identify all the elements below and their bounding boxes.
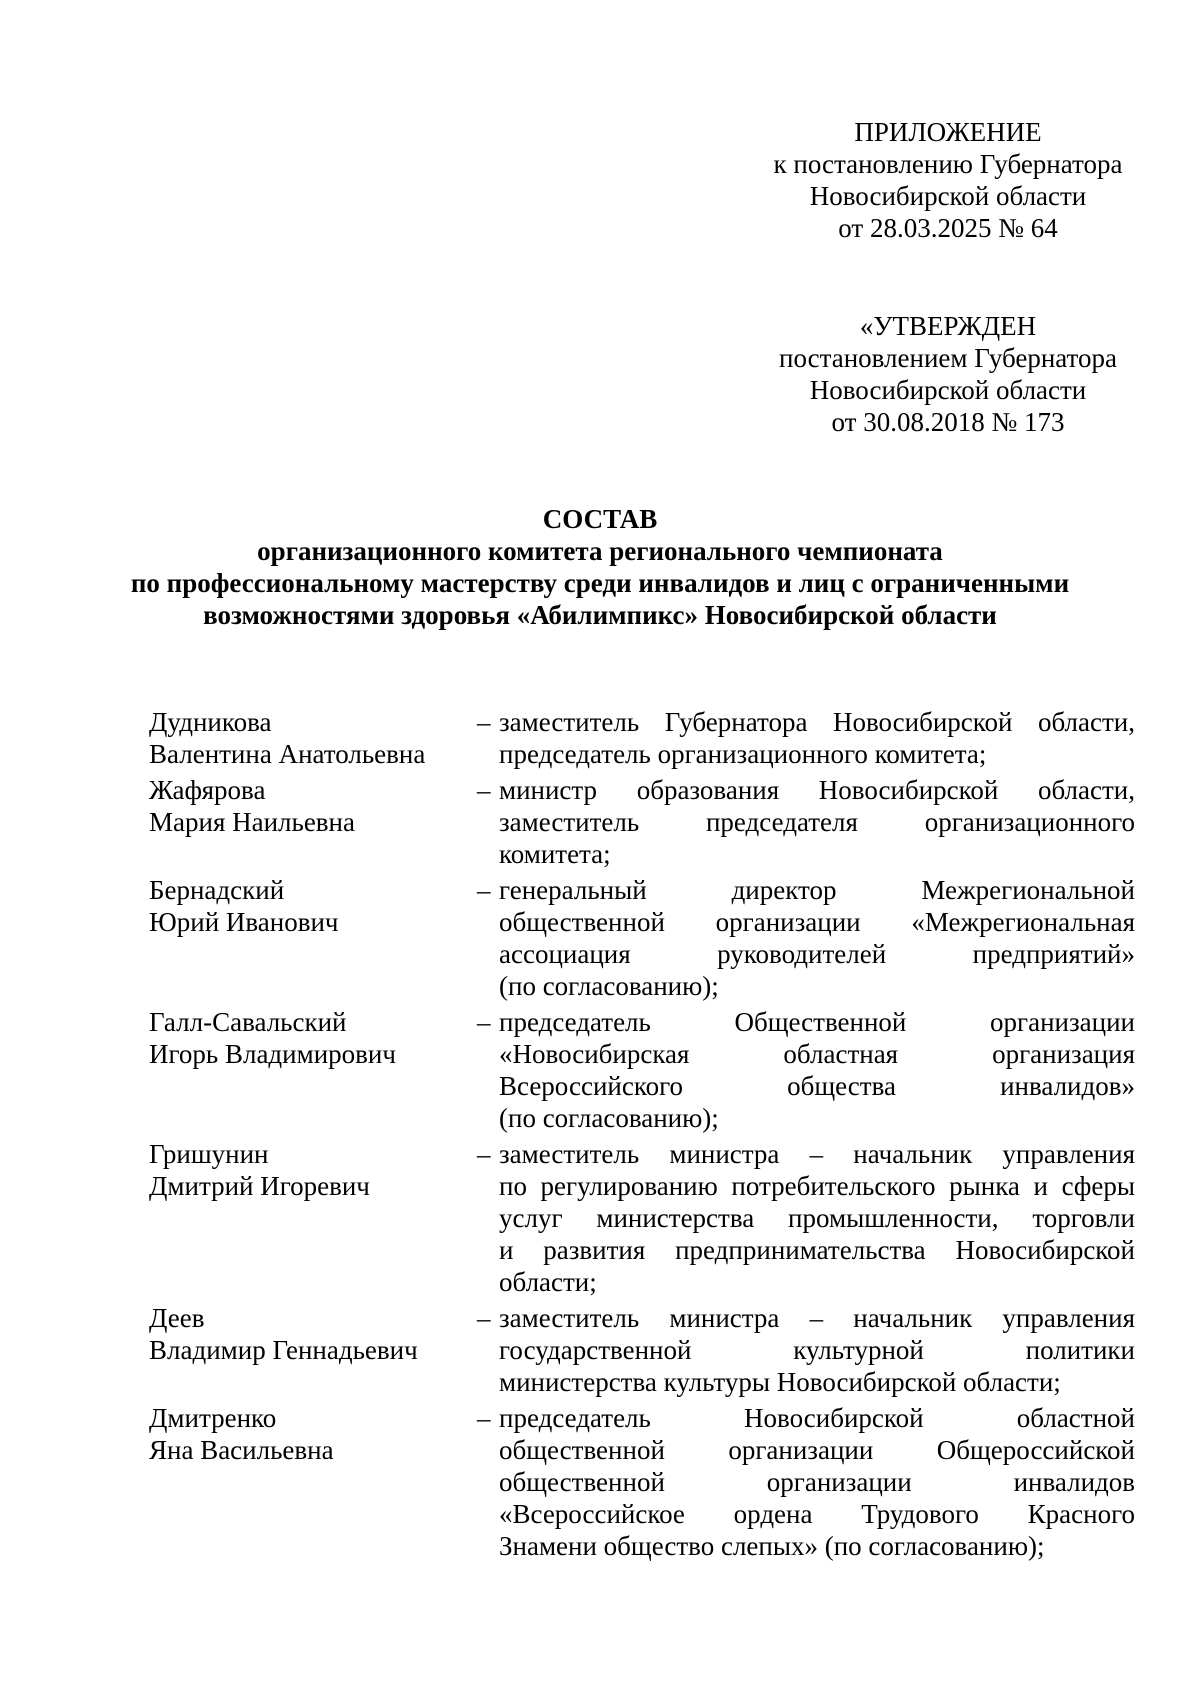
member-name — [149, 1006, 464, 1134]
member-surname: Галл-Савальский — [149, 1007, 347, 1037]
member-role — [499, 1006, 1135, 1134]
member-role-line: «Новосибирская областная организация — [499, 1039, 1135, 1069]
member-dash: – — [477, 707, 491, 737]
member-name — [149, 1138, 464, 1298]
member-role-line: председатель организационного комитета; — [499, 739, 987, 769]
title-line-1: организационного комитета регионального чемпионата — [257, 536, 943, 566]
member-role — [499, 1302, 1135, 1398]
member-given-name: Юрий Иванович — [149, 907, 339, 937]
member-dash: – — [477, 1139, 491, 1169]
member-surname: Бернадский — [149, 875, 285, 905]
member-surname: Жафярова — [149, 775, 266, 805]
member-role-line: заместитель Губернатора Новосибирской области, — [499, 707, 1135, 737]
member-row — [149, 1402, 1139, 1562]
appendix-line-3: от 28.03.2025 № 64 — [838, 213, 1058, 243]
member-given-name: Дмитрий Игоревич — [149, 1171, 370, 1201]
member-given-name: Мария Наильевна — [149, 807, 355, 837]
member-role-line: общественной организации инвалидов — [499, 1467, 1135, 1497]
member-given-name: Яна Васильевна — [149, 1435, 334, 1465]
member-name — [149, 1302, 464, 1398]
appendix-heading: ПРИЛОЖЕНИЕ — [854, 117, 1042, 147]
member-role — [499, 1402, 1135, 1562]
member-role-line: генеральный директор Межрегиональной — [499, 875, 1135, 905]
member-name — [149, 706, 464, 770]
member-role-line: по регулированию потребительского рынка и сферы — [499, 1171, 1135, 1201]
member-surname: Дмитренко — [149, 1403, 277, 1433]
members-list — [149, 706, 1139, 1566]
member-role-line: заместитель министра – начальник управления — [499, 1139, 1135, 1169]
member-given-name: Валентина Анатольевна — [149, 739, 426, 769]
member-role-line: Знамени общество слепых» (по согласованию); — [499, 1531, 1045, 1561]
approved-heading: «УТВЕРЖДЕН — [859, 311, 1037, 341]
member-role-line: заместитель министра – начальник управления — [499, 1303, 1135, 1333]
member-given-name: Игорь Владимирович — [149, 1039, 396, 1069]
member-role-line: министр образования Новосибирской области, — [499, 775, 1135, 805]
approved-line-1: постановлением Губернатора — [779, 343, 1117, 373]
member-dash: – — [477, 775, 491, 805]
appendix-block — [748, 116, 1148, 244]
member-row — [149, 774, 1139, 870]
member-surname: Гришунин — [149, 1139, 269, 1169]
member-role-line: (по согласованию); — [499, 971, 719, 1001]
title-main: СОСТАВ — [542, 504, 658, 534]
member-row — [149, 874, 1139, 1002]
member-dash: – — [477, 1303, 491, 1333]
member-name — [149, 874, 464, 1002]
member-role-line: ассоциация руководителей предприятий» — [499, 939, 1135, 969]
member-row — [149, 1302, 1139, 1398]
member-dash: – — [477, 1007, 491, 1037]
member-role-line: услуг министерства промышленности, торговли — [499, 1203, 1135, 1233]
member-role-line: председатель Новосибирской областной — [499, 1403, 1135, 1433]
member-given-name: Владимир Геннадьевич — [149, 1335, 418, 1365]
member-role-line: «Всероссийское ордена Трудового Красного — [499, 1499, 1135, 1529]
appendix-line-1: к постановлению Губернатора — [773, 149, 1123, 179]
member-role-line: и развития предпринимательства Новосибирской — [499, 1235, 1135, 1265]
member-role — [499, 706, 1135, 770]
member-name — [149, 1402, 464, 1562]
member-role-line: государственной культурной политики — [499, 1335, 1135, 1365]
appendix-line-2: Новосибирской области — [809, 181, 1087, 211]
member-role-line: министерства культуры Новосибирской области; — [499, 1367, 1061, 1397]
member-role — [499, 1138, 1135, 1298]
member-row — [149, 706, 1139, 770]
member-surname: Деев — [149, 1303, 205, 1333]
member-dash: – — [477, 875, 491, 905]
member-role-line: председатель Общественной организации — [499, 1007, 1135, 1037]
member-role — [499, 874, 1135, 1002]
approved-block — [748, 310, 1148, 438]
approved-line-3: от 30.08.2018 № 173 — [831, 407, 1065, 437]
member-role-line: общественной организации Общероссийской — [499, 1435, 1135, 1465]
title-line-3: возможностями здоровья «Абилимпикс» Новосибирской области — [203, 600, 997, 630]
member-role-line: общественной организации «Межрегиональная — [499, 907, 1135, 937]
member-role-line: (по согласованию); — [499, 1103, 719, 1133]
member-role-line: комитета; — [499, 839, 611, 869]
member-role-line: Всероссийского общества инвалидов» — [499, 1071, 1135, 1101]
member-surname: Дудникова — [149, 707, 272, 737]
document-title — [60, 503, 1140, 631]
member-role-line: заместитель председателя организационного — [499, 807, 1135, 837]
member-row — [149, 1006, 1139, 1134]
member-row — [149, 1138, 1139, 1298]
approved-line-2: Новосибирской области — [809, 375, 1087, 405]
member-role — [499, 774, 1135, 870]
member-role-line: области; — [499, 1267, 597, 1297]
member-dash: – — [477, 1403, 491, 1433]
member-name — [149, 774, 464, 870]
title-line-2: по профессиональному мастерству среди инвалидов и лиц с ограниченными — [130, 568, 1070, 598]
